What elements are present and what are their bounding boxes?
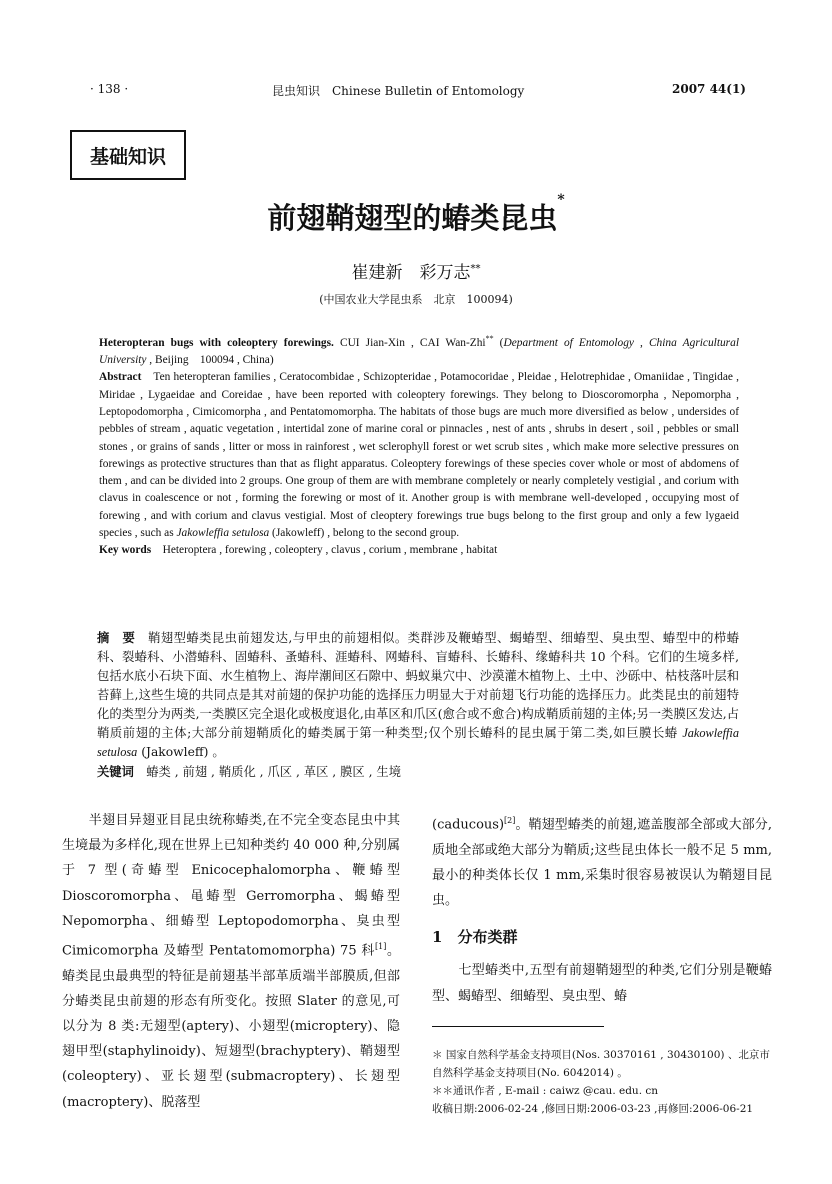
chinese-keywords-text: 蝽类 , 前翅 , 鞘质化 , 爪区 , 革区 , 膜区 , 生境 (133, 765, 402, 779)
journal-header: 昆虫知识 Chinese Bulletin of Entomology (272, 84, 525, 98)
english-abstract-block (99, 330, 739, 560)
title-footnote-mark: * (557, 192, 565, 208)
chinese-abstract-label: 摘 要 (97, 630, 136, 645)
body-text: 半翅目异翅亚目昆虫统称蝽类,在不完全变态昆虫中其生境最为多样化,现在世界上已知种类约 40 000 种,分别属于 7 型(奇蝽型 Enicocephalomorpha、鞭蝽型 Dioscoromorpha、黾蝽型 Gerromorpha、蝎蝽型 Nepomorpha、细蝽型 Leptopodomorpha、臭虫型 Cimicomorpha 及蝽型 Pentatomomorpha) 75 科 (62, 813, 400, 959)
body-right-column (432, 808, 772, 1009)
keywords-text: Heteroptera , forewing , coleoptery , clavus , corium , membrane , habitat (151, 544, 498, 557)
chinese-abstract (97, 628, 739, 762)
citation: [2] (504, 816, 516, 825)
chinese-abstract-text: 鞘翅型蝽类昆虫前翅发达,与甲虫的前翅相似。类群涉及鞭蝽型、蝎蝽型、细蝽型、臭虫型、蝽型中的栉蝽科、裂蝽科、小潜蝽科、固蝽科、蚤蝽科、涯蝽科、网蝽科、盲蝽科、长蝽科、缘蝽科共 10 个科。它们的生境多样,包括水底小石块下面、水生植物上、海岸潮间区石隙中、蚂蚁巢穴中、沙漠灌木植物上、土中、沙砾中、枯枝落叶层和苔藓上,这些生境的共同点是其对前翅的保护功能的选择压力明显大于对前翅飞行功能的选择压力。此类昆虫的前翅特化的类型分为两类,一类膜区完全退化或极度退化,由革区和爪区(愈合或不愈合)构成鞘质前翅的主体;另一类膜区发达,占鞘质前翅的主体;大部分前翅鞘质化的蝽类属于第一种类型;仅个别长蝽科的昆虫属于第二类,如巨膜长蝽 (97, 631, 739, 740)
body-paragraph (62, 808, 400, 1115)
section-heading (432, 925, 772, 950)
body-text: 。鞘翅型蝽类的前翅,遮盖腹部全部或大部分,质地全部或绝大部分为鞘质;这些昆虫体长一般不足 5 mm,最小的种类体长仅 1 mm,采集时很容易被误认为鞘翅目昆虫。 (432, 817, 772, 908)
body-left-column (62, 808, 400, 1115)
title-text: 前翅鞘翅型的蝽类昆虫 (267, 201, 558, 235)
body-text: (caducous) (432, 817, 505, 833)
body-paragraph (432, 808, 772, 913)
section-number: 1 (432, 928, 443, 947)
abstract-text-end: (Jakowleff) , belong to the second group. (269, 527, 460, 540)
chinese-keywords (97, 762, 739, 782)
footnote-dates: 收稿日期:2006-02-24 ,修回日期:2006-03-23 ,再修回:2006-06-21 (432, 1103, 754, 1115)
english-affiliation: Department of Entomology , China Agricultural University (99, 336, 739, 367)
affiliation: (中国农业大学昆虫系 北京 100094) (319, 293, 513, 306)
abstract-species: Jakowleffia setulosa (176, 527, 270, 540)
footnotes (432, 1046, 772, 1118)
english-abstract (99, 369, 739, 542)
authors-footnote-mark: ** (470, 263, 481, 275)
english-authors: CUI Jian-Xin , CAI Wan-Zhi (333, 336, 486, 349)
english-affil-open: ( (493, 336, 504, 349)
abstract-label: Abstract (99, 371, 142, 384)
section-title: 分布类群 (457, 928, 518, 947)
english-affil-close: , Beijing 100094 , China) (146, 354, 274, 367)
footnote-rule (432, 1026, 604, 1027)
footnote-contact: ＊＊通讯作者 , E-mail : caiwz @cau. edu. cn (432, 1085, 659, 1097)
english-keywords (99, 542, 739, 559)
body-paragraph: 七型蝽类中,五型有前翅鞘翅型的种类,它们分别是鞭蝽型、蝎蝽型、细蝽型、臭虫型、蝽 (432, 963, 772, 1004)
section-tag: 基础知识 (89, 145, 166, 168)
chinese-abstract-end: (Jakowleff) 。 (137, 745, 225, 759)
footnote-funding: ＊ 国家自然科学基金支持项目(Nos. 30370161 , 30430100) 、北京市自然科学基金支持项目(No. 6042014) 。 (432, 1049, 770, 1079)
paper-title (0, 192, 832, 237)
authors (0, 258, 832, 283)
chinese-abstract-block (97, 628, 739, 782)
keywords-label: Key words (99, 544, 152, 557)
body-text: 。蝽类昆虫最典型的特征是前翅基半部革质端半部膜质,但部分蝽类昆虫前翅的形态有所变化。按照 Slater 的意见,可以分为 8 类:无翅型(aptery)、小翅型(microptery)、隐翅甲型(staphylinoidy)、短翅型(brachyptery)、鞘翅型(coleoptery)、亚长翅型(submacroptery)、长翅型(macroptery)、脱落型 (62, 943, 400, 1110)
english-authors-mark: ** (485, 334, 494, 343)
abstract-text: Ten heteropteran families , Ceratocombidae , Schizopteridae , Potamocoridae , Pleidae , Helotrephidae , Omaniidae , Tingidae , Miridae , Lygaeidae and Coreidae , have been reported with coleoptery forewings. They belong to Dioscoromorpha , Nepomorpha , Leptopodomorpha , Cimicomorpha , and Pentatomomorpha. The habitats of those bugs are much more diversified as below , undersides of pebbles of stream , aquatic vegetation , intertidal zone of marine coral or pinnacles , nest of ants , shrubs in desert , soil , pebbles or small stones , or grains of sands , litter or moss in rainforest , wet sclerophyll forest or wet scrub sites , which make more selective pressures on forewings as protective structures than that as flight apparatus. Coleoptery forewings of these species cover whole or most of abdomens of them , and can be divided into 2 groups. One group of them are with membrane completely or nearly completely vestigial , and corium with clavus in coalescence or not , forming the forewing or most of it. Another group is with membrane well-developed , occupying most of forewing , and with corium and clavus vestigial. Most of cleoptery forewings true bugs belong to the first group and only a few lygaeid species , such as (99, 371, 739, 540)
issue-header: 2007 44(1) (672, 82, 746, 96)
chinese-abstract-species: Jakowleffia setulosa (97, 726, 739, 759)
citation: [1] (375, 942, 387, 952)
authors-text: 崔建新 彩万志 (351, 263, 471, 283)
chinese-keywords-label: 关键词 (97, 764, 134, 779)
english-title-line (99, 330, 739, 369)
page-number: · 138 · (90, 82, 129, 96)
english-title: Heteropteran bugs with coleoptery forewings. (99, 336, 334, 349)
section-tag-box (70, 130, 186, 180)
